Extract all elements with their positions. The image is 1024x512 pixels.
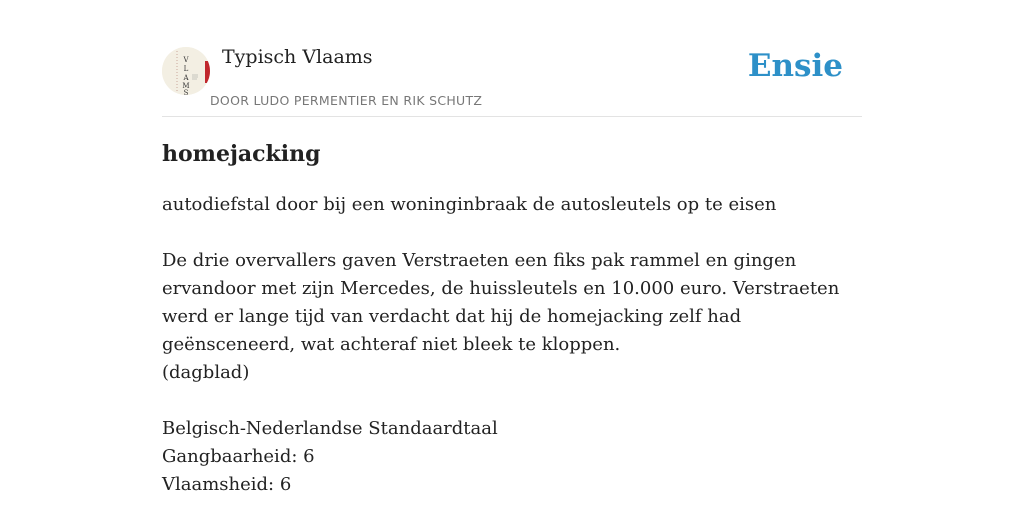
dictionary-authors: DOOR LUDO PERMENTIER EN RIK SCHUTZ	[210, 93, 483, 108]
entry-term: homejacking	[162, 141, 321, 167]
dictionary-title[interactable]: Typisch Vlaams	[222, 46, 373, 68]
entry-definition: autodiefstal door bij een woninginbraak de autosleutels op te eisen	[162, 194, 777, 215]
entry-source: (dagblad)	[162, 362, 250, 383]
dictionary-avatar[interactable]	[162, 47, 210, 95]
svg-text:V: V	[183, 56, 189, 64]
entry-flemishness: Vlaamsheid: 6	[162, 474, 292, 495]
ensie-logo-link[interactable]: Ensie	[747, 48, 843, 84]
entry-example: De drie overvallers gaven Verstraeten een fiks pak rammel en gingen ervandoor met zijn Mercedes, de huissleutels en 10.000 euro. Verstraeten werd er lange tijd van verdacht dat hij de homejacking zelf had geënsceneerd, wat achteraf niet bleek te kloppen.	[162, 250, 840, 355]
entry-language: Belgisch-Nederlandse Standaardtaal	[162, 418, 498, 439]
entry-content	[162, 138, 862, 499]
svg-text:S: S	[183, 89, 189, 95]
site-header	[162, 40, 862, 117]
svg-text:M: M	[182, 82, 190, 90]
entry-metadata	[162, 415, 862, 499]
entry-frequency: Gangbaarheid: 6	[162, 446, 315, 467]
svg-text:L: L	[183, 65, 189, 73]
svg-text:A: A	[183, 74, 189, 82]
book-cover-logo	[162, 47, 210, 95]
